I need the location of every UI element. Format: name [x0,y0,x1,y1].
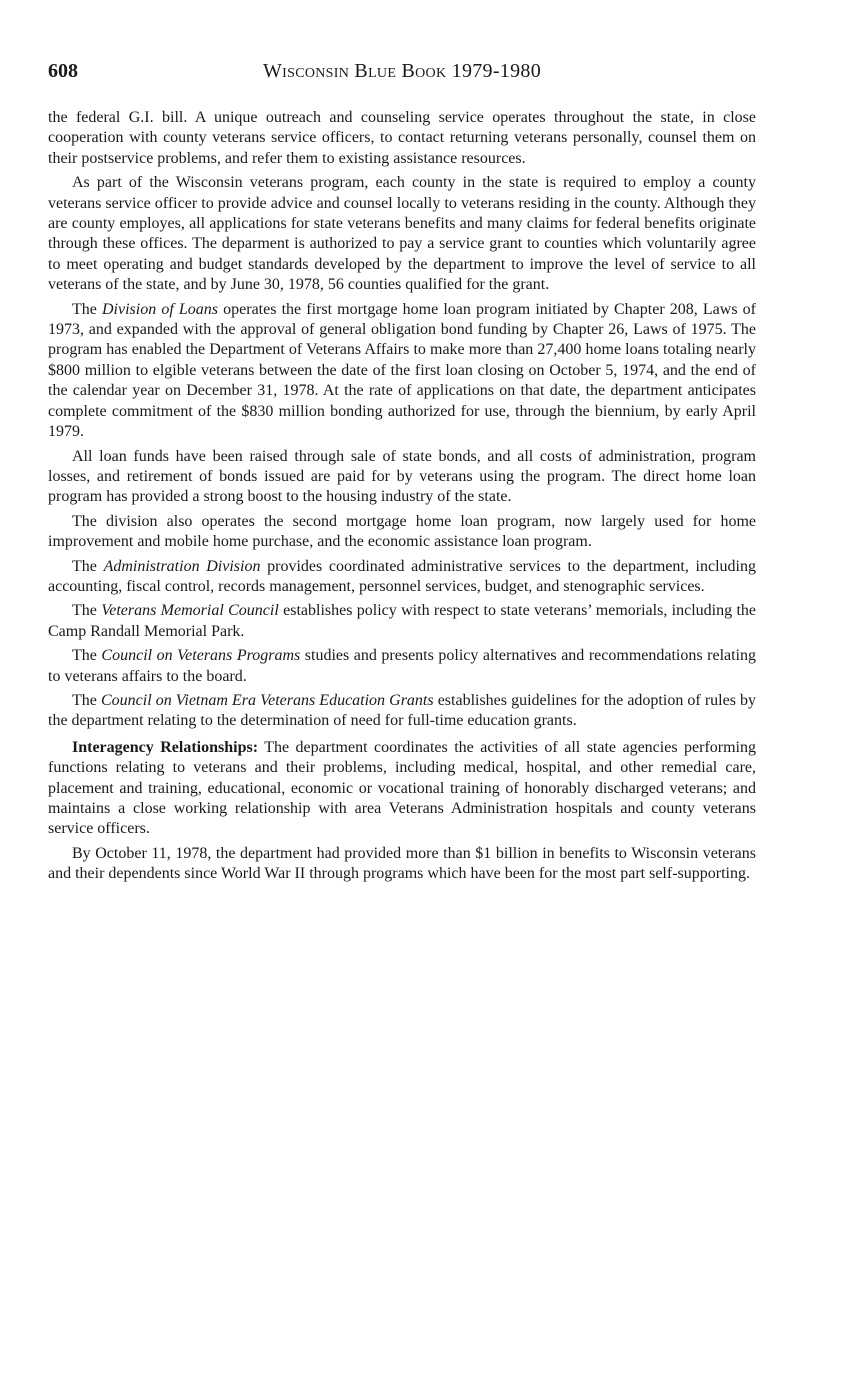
division-name: Division of Loans [102,300,219,318]
paragraph-benefits-summary [48,844,756,885]
paragraph-council-veterans-programs [48,646,756,687]
page-number: 608 [48,60,78,82]
paragraph-text: As part of the Wisconsin veterans program, each county in the state is required to employ a county veterans service officer to provide advice and counsel locally to veterans residing in the county. Although they are county employes, all applications for state veterans benefits and many claims for federal benefits originate through these offices. The deparment is authorized to pay a service grant to counties which voluntarily agree to meet operating and budget standards developed by the department to improve the level of service to all veterans of the state, and by June 30, 1978, 56 counties qualified for the grant. [48,174,756,294]
paragraph-continued [48,108,756,169]
book-title: Wisconsin Blue Book 1979-1980 [262,60,542,82]
paragraph-text: provides coordinated administrative services to the department, including accounting, fiscal control, records management, personnel services, budget, and stenographic services. [48,557,756,595]
paragraph-administration-division [48,557,756,598]
paragraph-lead: The [72,557,104,575]
paragraph-text: All loan funds have been raised through sale of state bonds, and all costs of administration, program losses, and retirement of bonds issued are paid for by veterans using the program. The direct home loan program has provided a strong boost to the housing industry of the state. [48,447,756,506]
paragraph-interagency-relationships [48,738,756,840]
paragraph-lead: The [72,647,102,665]
paragraph-text: establishes policy with respect to state veterans’ memorials, including the Camp Randall Memorial Park. [48,602,757,640]
paragraph-text: By October 11, 1978, the department had provided more than $1 billion in benefits to Wisconsin veterans and their dependents since World War II through programs which have been for the most part self-supporting. [48,844,756,883]
paragraph-text: the federal G.I. bill. A unique outreach and counseling service operates throughout the state, in close cooperation with county veterans service officers, to contact returning veterans personally, counsel them on their postservice problems, and refer them to existing assistance resources. [48,109,756,167]
body-text [48,108,756,885]
running-header [48,60,756,90]
paragraph-text: studies and presents policy alternatives and recommendations relating to veterans affairs to the board. [48,647,756,685]
paragraph-lead: The [72,300,102,318]
division-name: Administration Division [103,557,261,575]
document-page [48,60,756,889]
paragraph-lead: The [72,602,102,620]
section-heading: Interagency Relationships: [72,738,259,756]
paragraph-county-service-officers [48,173,756,295]
paragraph-text: The division also operates the second mortgage home loan program, now largely used for home improvement and mobile home purchase, and the economic assistance loan program. [48,512,756,551]
paragraph-loan-funds [48,447,756,508]
paragraph-division-of-loans [48,300,756,443]
paragraph-memorial-council [48,601,756,642]
paragraph-lead: The [72,691,101,709]
council-name: Council on Vietnam Era Veterans Education Grants [100,691,434,709]
paragraph-text: The department coordinates the activities of all state agencies performing functions relating to veterans and their problems, including medical, hospital, and other remedial care, placement and training, educational, economic or vocational training of honorably discharged veterans; and maintains a close working relationship with area Veterans Administration hospitals and county veterans service officers. [48,738,756,838]
paragraph-text: operates the first mortgage home loan program initiated by Chapter 208, Laws of 1973, and expanded with the approval of general obligation bond funding by Chapter 26, Laws of 1975. The program has enabled the Department of Veterans Affairs to make more than 27,400 home loans totaling nearly $800 million to elgible veterans between the date of the first loan closing on October 5, 1974, and the end of the calendar year on December 31, 1978. At the rate of applications on that date, the department anticipates complete commitment of the $830 million bonding authorized for use, through the biennium, by early April 1979. [48,300,756,441]
council-name: Veterans Memorial Council [101,602,279,620]
paragraph-text: establishes guidelines for the adoption of rules by the department relating to the determination of need for full-time education grants. [48,691,757,730]
paragraph-council-vietnam-era [48,691,756,732]
paragraph-second-mortgage [48,512,756,553]
council-name: Council on Veterans Programs [101,647,301,665]
